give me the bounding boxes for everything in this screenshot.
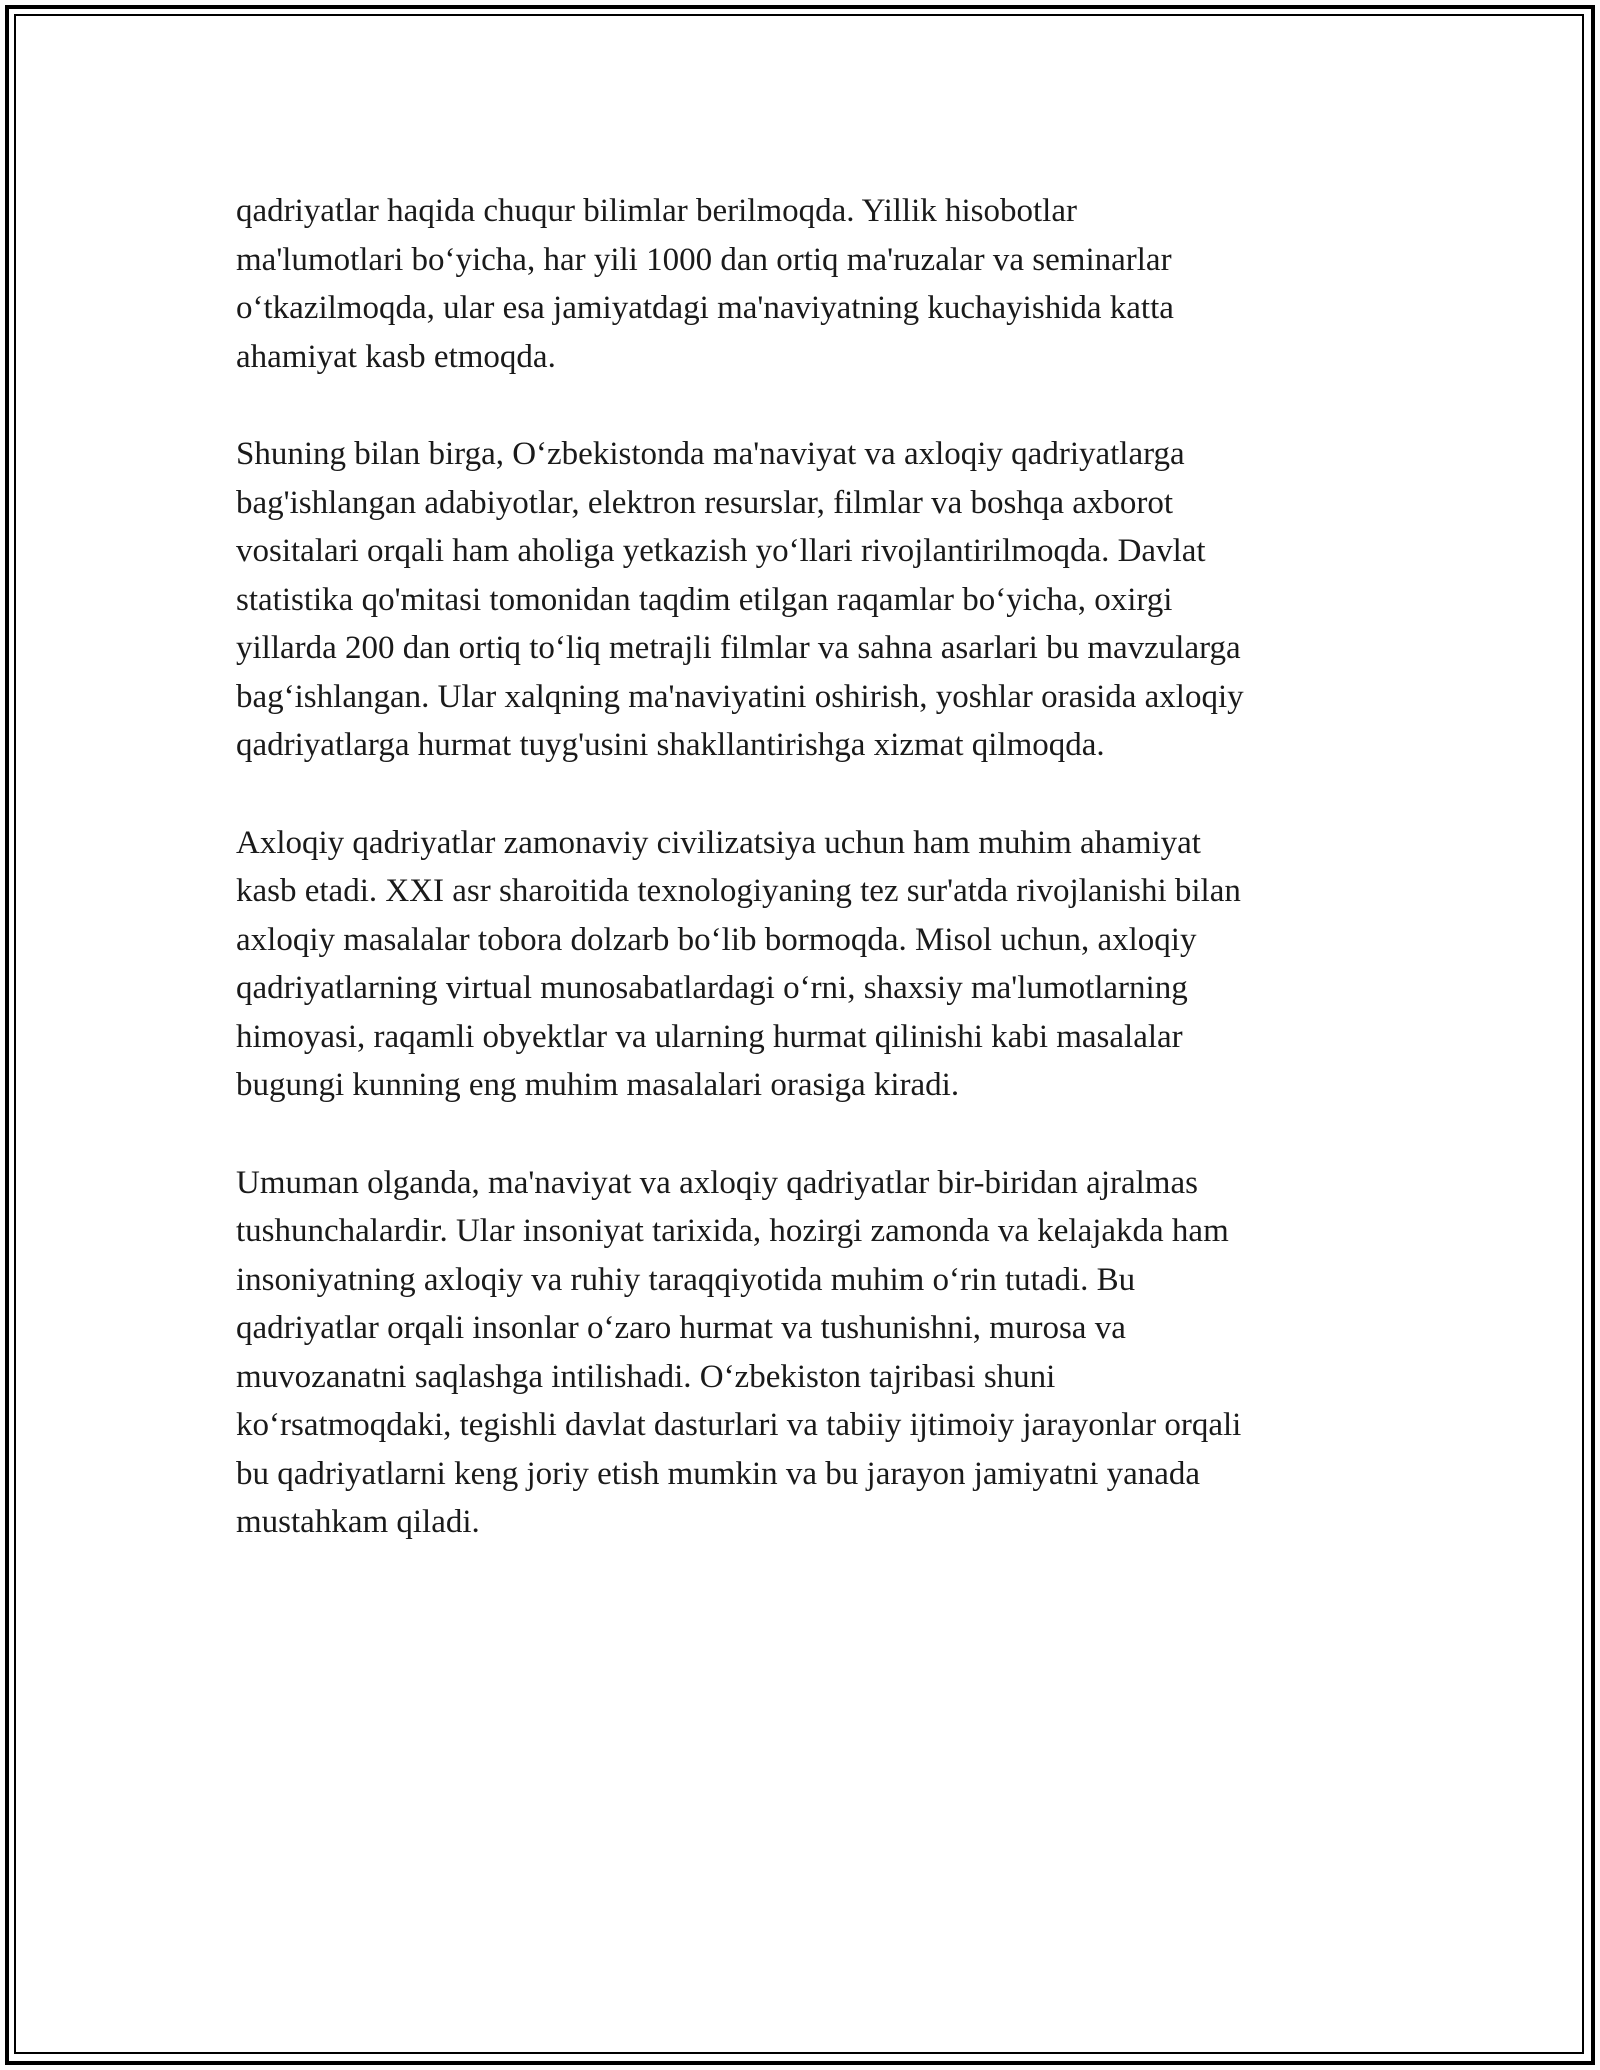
paragraph: qadriyatlar haqida chuqur bilimlar berilmoqda. Yillik hisobotlar ma'lumotlari bo‘yicha, har yili 1000 dan ortiq ma'ruzalar va seminarlar o‘tkazilmoqda, ular esa jamiyatdagi ma'naviyatning kuchayishida katta ahamiyat kasb etmoqda. <box>236 193 1174 375</box>
paragraph: Umuman olganda, ma'naviyat va axloqiy qadriyatlar bir-biridan ajralmas tushunchalardir. Ular insoniyat tarixida, hozirgi zamonda va kelajakda ham insoniyatning axloqiy va ruhiy taraqqiyotida muhim o‘rin tutadi. Bu qadriyatlar orqali insonlar o‘zaro hurmat va tushunishni, murosa va muvozanatni saqlashga intilishadi. O‘zbekiston tajribasi shuni ko‘rsatmoqdaki, tegishli davlat dasturlari va tabiiy ijtimoiy jarayonlar orqali bu qadriyatlarni keng joriy etish mumkin va bu jarayon jamiyatni yanada mustahkam qiladi. <box>236 1164 1242 1540</box>
paragraph: Axloqiy qadriyatlar zamonaviy civilizatsiya uchun ham muhim ahamiyat kasb etadi. XXI asr sharoitida texnologiyaning tez sur'atda rivojlanishi bilan axloqiy masalalar tobora dolzarb bo‘lib bormoqda. Misol uchun, axloqiy qadriyatlarning virtual munosabatlardagi o‘rni, shaxsiy ma'lumotlarning himoyasi, raqamli obyektlar va ularning hurmat qilinishi kabi masalalar bugungi kunning eng muhim masalalari orasiga kiradi. <box>236 824 1241 1103</box>
paragraph: Shuning bilan birga, O‘zbekistonda ma'naviyat va axloqiy qadriyatlarga bag'ishlangan adabiyotlar, elektron resurslar, filmlar va boshqa axborot vositalari orqali ham aholiga yetkazish yo‘llari rivojlantirilmoqda. Davlat statistika qo'mitasi tomonidan taqdim etilgan raqamlar bo‘yicha, oxirgi yillarda 200 dan ortiq to‘liq metrajli filmlar va sahna asarlari bu mavzularga bag‘ishlangan. Ular xalqning ma'naviyatini oshirish, yoshlar orasida axloqiy qadriyatlarga hurmat tuyg'usini shakllantirishga xizmat qilmoqda. <box>236 436 1244 763</box>
document-body <box>236 187 1376 1596</box>
